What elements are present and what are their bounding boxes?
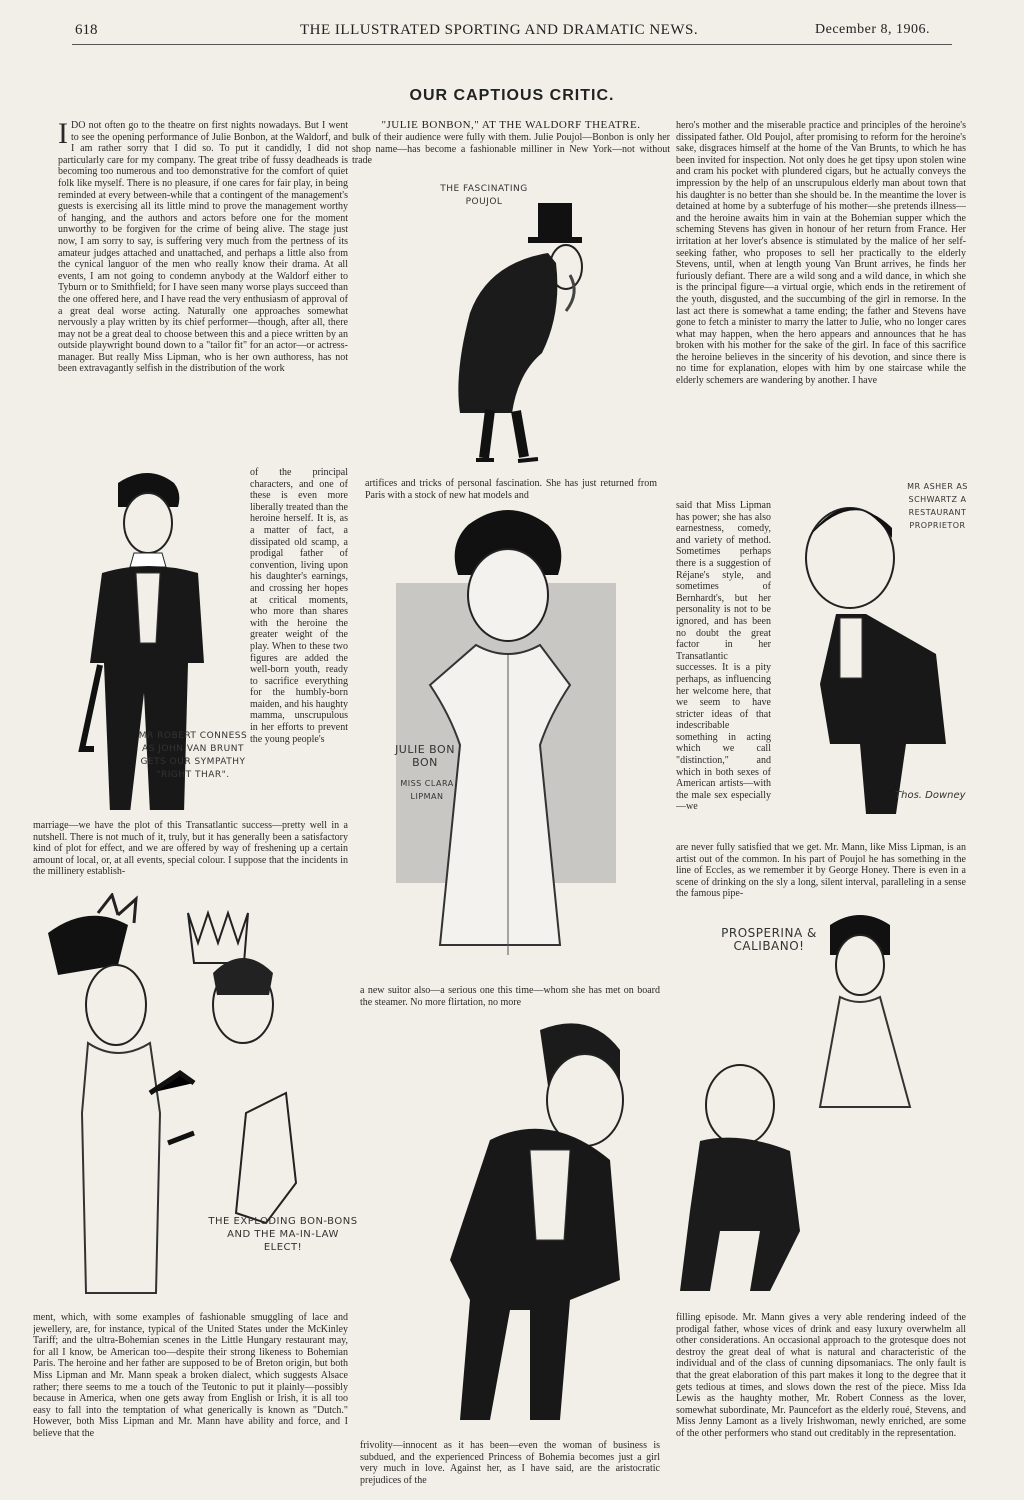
- illustration-julie: [368, 495, 668, 980]
- dropcap: I: [58, 120, 68, 150]
- caption-julie: JULIE BON BON: [395, 743, 455, 769]
- column3-mid: are never fully satisfied that we get. Mr. Mann, like Miss Lipman, is an artist out of the common. In his part of Poujol he has something in the line of Eccles, as we remember it by George Honey. There is even in a scene of drinking on the sly a long, silent interval, paralleling in a sense the famous pipe-: [676, 842, 966, 900]
- column2-mid2: a new suitor also—a serious one this time—whom she has met on board the steamer. No more flirtation, no more: [360, 985, 660, 1008]
- illustration-poujol: [420, 175, 620, 470]
- illustration-exploding: [18, 893, 363, 1305]
- column3-top: hero's mother and the miserable practice and principles of the heroine's dissipated father. Old Poujol, after promising to reform for the heroine's sake, disgraces himself at the home of the Van Brunts, to which he has been invited for inspection. Not only does he get tipsy upon stolen wine and cram his pocket with plundered cigars, but he actually conveys the impression by the help of an unscrupulous elderly man about town that his daughter is no better than she should be. In the meantime the lover is detained at home by a subterfuge of his mother—she pretends illness—and the heroine awaits him in vain at the Bohemian supper which the scheming Stevens has given in honour of her return from France. Her irritation at her lover's absence is stimulated by the malice of her self-seeking father, who proposes to sell her practically to the elderly Stevens, until, when at length young Van Brunt arrives, he finds her furiously defiant. There are a wild song and a wild dance, in which she is the principal figure—a virtual orgie, which ends in the retirement of the youth, disgusted, and the succumbing of the girl in remorse. In the last act there is somewhat a tame ending; the father and Stevens have gone to fetch a minister to marry the latter to Julie, who no longer cares what may happen, when the hero appears and announces that he has broken with his mother for the sake of the girl. In face of this sacrifice the heroine believes in the sincerity of his devotion, and since there is no time for explanation, elopes with him by one staircase while the elderly schemers are wandering by another. I have: [676, 120, 966, 387]
- column2-bottom: frivolity—innocent as it has been—even the woman of business is subdued, and the experienced Princess of Bohemia becomes just a girl very much in love. Against her, as I have said, are the aristocratic prejudices of the: [360, 1440, 660, 1486]
- caption-julie-sub: MISS CLARA LIPMAN: [400, 779, 454, 801]
- illustration-schwartz: [770, 478, 985, 823]
- column1-bottom: ment, which, with some examples of fashionable smuggling of lace and jewellery, are, for instance, typical of the United States under the McKinley Tariff; and the ultra-Bohemian scenes in the Little Hungary restaurant may, for all I know, be American too—despite their strong likeness to Bohemian Paris. The heroine and her father are supposed to be of Breton origin, but both Miss Lipman and Mr. Mann speak a broken dialect, which suggests Alsace rather; there seems to me a touch of the Teutonic to put it plainly—possibly because in America, when one gets away from English or Irish, it is all too easy to fall into the temptation of what generically is known as "Dutch." However, both Miss Lipman and Mr. Mann have ability and force, and I believe that the: [33, 1312, 348, 1439]
- article-subtitle: "JULIE BONBON," AT THE WALDORF THEATRE.: [381, 119, 641, 131]
- illustration-prosperina: [670, 905, 995, 1310]
- julie-drawing: [368, 495, 668, 980]
- mann-drawing: [380, 1010, 670, 1435]
- caption-prosperina: PROSPERINA & CALIBANO!: [721, 926, 817, 953]
- caption-fascinating: THE FASCINATING POUJOL: [440, 184, 528, 207]
- page-number: 618: [75, 22, 98, 38]
- poujol-drawing: [420, 175, 620, 470]
- article-title: OUR CAPTIOUS CRITIC.: [409, 87, 615, 104]
- column1-top: I DO not often go to the theatre on first nights nowadays. But I went to see the opening performance of Julie Bonbon, at the Waldorf, and I am rather sorry that I did so. To put it candidly, I did not particularly care for my company. The great tribe of fussy deadheads is becoming too numerous and too demonstrative for the comfort of quiet folk like myself. There is no pleasure, if one cares for fair play, in being reminded at every between-while that a contingent of the management's guests is exercising all its little mind to prove the management worthy of hanging, and the authors and actors before one for the moment unworthy to be forgiven for the crime of being alive. The stage just now, I am sorry to say, is suffering very much from the pertness of its amateur judges attached and unattached, and perhaps a little also from the cynical languor of the men who really know their drama. At all events, I am not going to condemn anybody at the Waldorf either to Tyburn or to Smithfield; for I have seen many worse plays succeed than the one offered here, and I have read the very enthusiasm of approval of a great deal worse acting. Naturally one approaches somewhat nervously a play written by its chief performer—though, after all, there may not be a great deal to choose between this and a piece written by an outside playwright bound down to a "tailor fit" for an actor—or actress-manager. But really Miss Lipman, who is her own authoress, has not been extravagantly selfish in the distribution of the work: [58, 120, 348, 375]
- prosperina-drawing: [670, 905, 995, 1310]
- illustration-conness: [60, 465, 248, 810]
- caption-exploding: THE EXPLODING BON-BONS AND THE MA-IN-LAW ELECT!: [208, 1216, 358, 1253]
- publication-title: THE ILLUSTRATED SPORTING AND DRAMATIC NEWS.: [300, 22, 699, 38]
- column1-mid: marriage—we have the plot of this Transatlantic success—pretty well in a nutshell. There is not much of it, truly, but it has generally been a satisfactory kind of plot for effect, and we are offered by way of freshening up a certain amount of local, or, at all events, special colour. I suppose that the incidents in the millinery establish-: [33, 820, 348, 878]
- header-rule: [72, 44, 952, 45]
- illustration-mann: [380, 1010, 670, 1435]
- column3-narrow: said that Miss Lipman has power; she has also earnestness, comedy, and variety of method. Sometimes perhaps there is a suggestion of Réjane's style, and sometimes of Bernhardt's, but her personality is not to be ignored, and has been no doubt the great factor in her Transatlantic successes. It is a pity perhaps, as influencing her welcome here, that we seem to have stricter ideas of that indescribable something in acting which we call "distinction," and which in both sexes of American artists—with the male sex especially—we: [676, 500, 771, 813]
- caption-conness: MR ROBERT CONNESS AS JOHN VAN BRUNT GETS OUR SYMPATHY "RIGHT THAR".: [138, 731, 248, 780]
- column2-mid: artifices and tricks of personal fascination. She has just returned from Paris with a stock of new hat models and: [365, 478, 657, 501]
- column3-bottom: filling episode. Mr. Mann gives a very able rendering indeed of the prodigal father, whose vices of drink and easy luxury overwhelm all other considerations. An occasional approach to the grotesque does not destroy the great deal of what is natural and characteristic of the individual and of the class of cunning dipsomaniacs. The only fault is that the great elaboration of this part makes it long to the degree that it gets tedious at times, and slows down the rest of the piece. Miss Ida Lewis as the haughty mother, Mr. Robert Conness as the lover, somewhat subordinate, Mr. Pauncefort as the elderly roué, Stevens, and Miss Jenny Lamont as a lively Irishwoman, newly enriched, are some of the other performers who stand out creditably in the representation.: [676, 1312, 966, 1439]
- column1-narrow: of the principal characters, and one of these is even more liberally treated than the heroine herself. It is, as a matter of fact, a dissipated old scamp, a prodigal father of convention, living upon his daughter's earnings, and crossing her hopes at critical moments, who more than shares with the heroine the greater weight of the play. When to these two figures are added the well-born youth, ready to sacrifice everything for the humbly-born maiden, and his haughty mamma, unscrupulous in her efforts to prevent the young people's: [250, 467, 348, 745]
- issue-date: December 8, 1906.: [815, 22, 931, 37]
- artist-signature: Thos. Downey: [895, 790, 966, 801]
- caption-schwartz: MR ASHER AS SCHWARTZ A RESTAURANT PROPRIETOR: [907, 482, 968, 530]
- column2-top: bulk of their audience were fully with them. Julie Poujol—Bonbon is only her shop name—has become a fashionable milliner in New York—not without trade: [352, 132, 670, 167]
